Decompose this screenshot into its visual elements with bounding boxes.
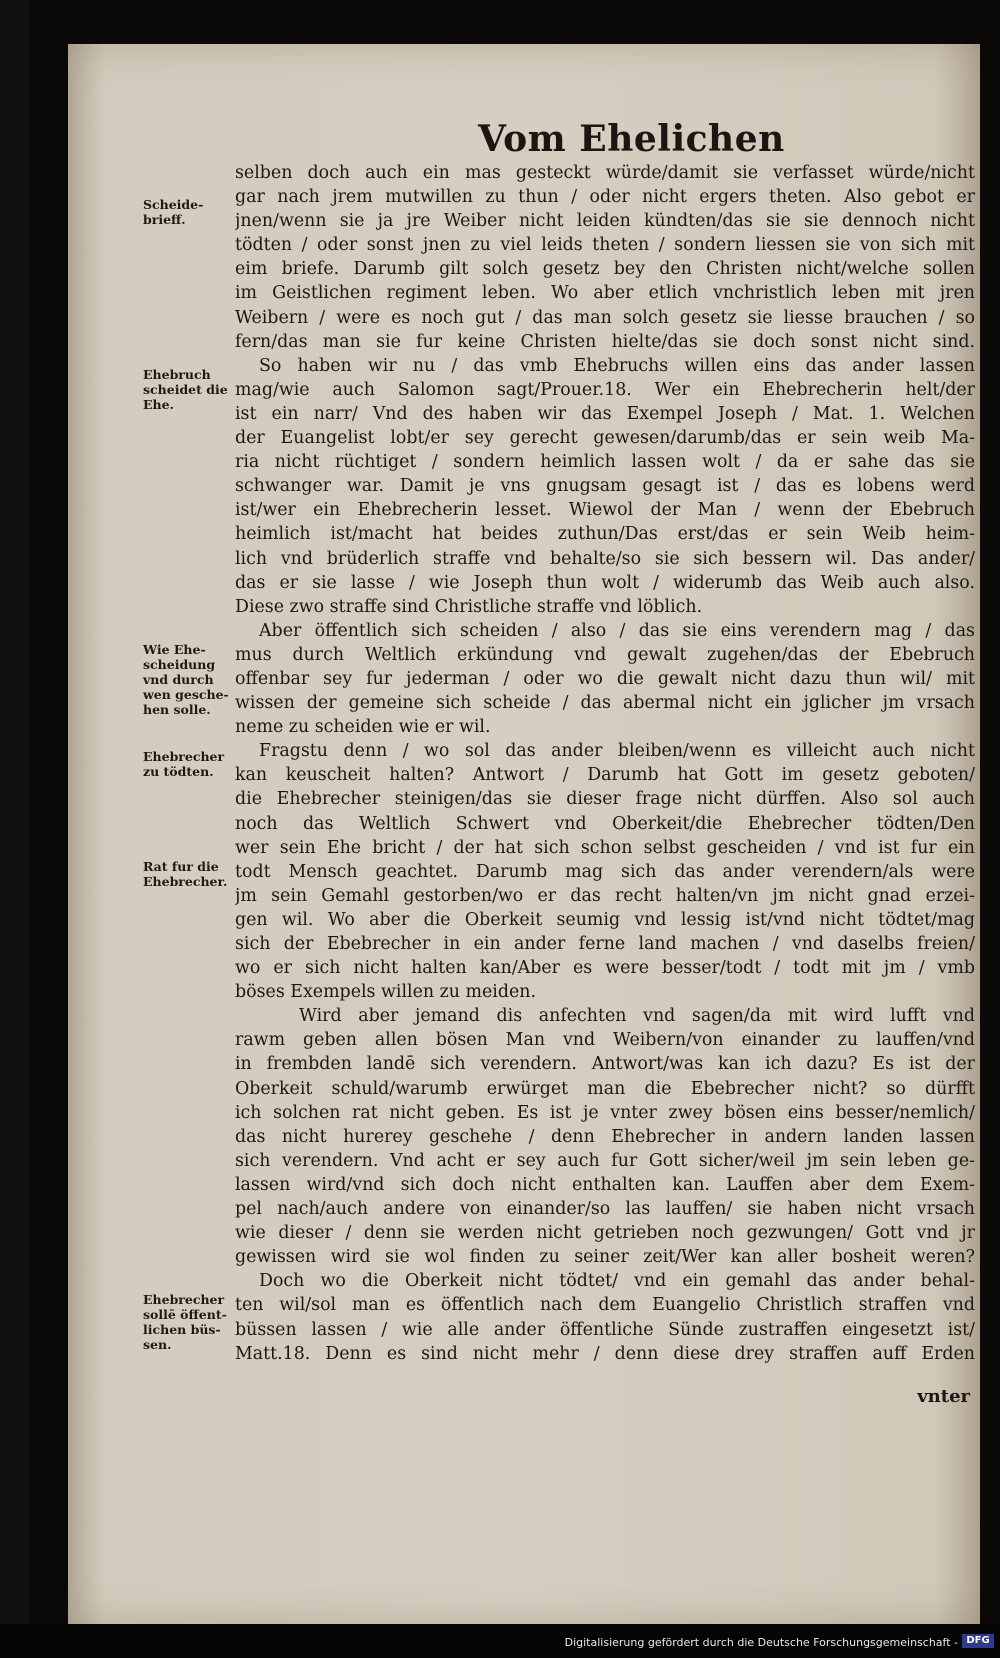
text-line: kan keuscheit halten? Antwort / Darumb hat Gott im gesetz geboten/	[235, 765, 975, 786]
margin-note: Wie Ehe-scheidung vnd durch wen gesche-hen solle.	[143, 642, 229, 717]
dfg-logo: DFG	[962, 1634, 994, 1648]
text-line: die Ehebrecher steinigen/das sie dieser frage nicht dürffen. Also sol auch	[235, 789, 975, 810]
text-line: ria nicht rüchtiget / sondern heimlich lassen wolt / da er sahe das sie	[235, 452, 975, 473]
text-line: Diese zwo straffe sind Christliche straffe vnd löblich.	[235, 596, 703, 617]
text-line: gen wil. Wo aber die Oberkeit seumig vnd lessig ist/vnd nicht tödtet/mag	[235, 909, 975, 930]
text-line: gar nach jrem mutwillen zu thun / oder nicht ergers theten. Also gebot er	[235, 187, 975, 208]
text-line: wer sein Ehe bricht / der hat sich schon selbst gescheiden / vnd ist fur ein	[235, 837, 975, 858]
text-line: eim briefe. Darumb gilt solch gesetz bey den Christen nicht/welche sollen	[235, 259, 975, 280]
footer-credit: Digitalisierung gefördert durch die Deutsche Forschungsgemeinschaft -	[564, 1636, 958, 1649]
page-body-text	[235, 161, 975, 1366]
text-line: selben doch auch ein mas gesteckt würde/damit sie verfasset würde/nicht	[235, 163, 975, 183]
text-line: im Geistlichen regiment leben. Wo aber etlich vnchristlich leben mit jren	[235, 283, 975, 304]
text-line: ich solchen rat nicht geben. Es ist je vnter zwey bösen eins besser/nemlich/	[235, 1102, 975, 1123]
text-line: wo er sich nicht halten kan/Aber es were besser/todt / todt mit jm / vmb	[235, 958, 975, 979]
text-line: Matt.18. Denn es sind nicht mehr / denn diese drey straffen auff Erden	[235, 1343, 975, 1364]
margin-note: Rat fur die Ehebrecher.	[143, 859, 228, 889]
text-line: lich vnd brüderlich straffe vnd behalte/so sie sich bessern wil. Das ander/	[235, 548, 975, 569]
text-line: lassen wird/vnd sich doch nicht enthalten kan. Lauffen aber dem Exem-	[235, 1174, 975, 1195]
text-line: in frembden landē sich verendern. Antwort/was kan ich dazu? Es ist der	[235, 1054, 975, 1075]
text-line: böses Exempels willen zu meiden.	[235, 982, 536, 1003]
digitization-footer	[0, 1624, 1000, 1658]
catchword: vnter	[917, 1386, 970, 1407]
text-line: ist/wer ein Ehebrecherin lesset. Wiewol der Man / wenn der Ebebruch	[235, 500, 975, 521]
text-line: gewissen wird sie wol finden zu seiner zeit/Wer kan aller bosheit weren?	[235, 1247, 975, 1268]
scan-left-edge	[0, 0, 30, 1624]
text-line: ist ein narr/ Vnd des haben wir das Exempel Joseph / Mat. 1. Welchen	[235, 403, 975, 424]
text-line: heimlich ist/macht hat beides zuthun/Das erst/das er sein Weib heim-	[235, 524, 975, 545]
text-line: sich der Ebebrecher in ein ander ferne land machen / vnd daselbs freien/	[235, 934, 975, 954]
text-line: offenbar sey fur jederman / oder wo die gewalt nicht dazu thun wil/ mit	[235, 668, 975, 689]
margin-note: Scheide-brieff.	[143, 197, 204, 227]
text-line: So haben wir nu / das vmb Ehebruchs willen eins das ander lassen	[259, 355, 975, 376]
margin-note: Ehebrecher sollē öffent-lichen büs-sen.	[143, 1292, 227, 1352]
text-line: mus durch Weltlich erkündung vnd gewalt zugehen/das der Ebebruch	[235, 644, 975, 665]
text-line: neme zu scheiden wie er wil.	[235, 717, 491, 738]
text-line: büssen lassen / wie alle ander öffentliche Sünde zustraffen eingesetzt ist/	[235, 1319, 975, 1340]
text-line: sich verendern. Vnd acht er sey auch fur Gott sicher/weil jm sein leben ge-	[235, 1150, 975, 1171]
text-line: Weibern / were es noch gut / das man solch gesetz sie liesse brauchen / so	[235, 307, 975, 328]
text-line: Fragstu denn / wo sol das ander bleiben/wenn es villeicht auch nicht	[259, 741, 975, 762]
text-line: jnen/wenn sie ja jre Weiber nicht leiden kündten/das sie sie dennoch nicht	[235, 211, 975, 232]
text-line: ten wil/sol man es öffentlich nach dem Euangelio Christlich straffen vnd	[235, 1295, 975, 1316]
text-line: Oberkeit schuld/warumb erwürget man die Ebebrecher nicht? so dürfft	[235, 1078, 975, 1099]
text-line: der Euangelist lobt/er sey gerecht gewesen/darumb/das er sein weib Ma-	[235, 428, 975, 449]
text-line: jm sein Gemahl gestorben/wo er das recht halten/vn jm nicht gnad erzei-	[235, 885, 975, 906]
text-line: noch das Weltlich Schwert vnd Oberkeit/die Ehebrecher tödten/Den	[235, 813, 975, 834]
text-line: fern/das man sie fur keine Christen hielte/das sie doch sonst nicht sind.	[235, 331, 975, 352]
text-line: wissen der gemeine sich scheide / das abermal nicht ein jglicher jm vrsach	[235, 693, 975, 714]
margin-note: Ehebruch scheidet die Ehe.	[143, 367, 228, 412]
running-header: Vom Ehelichen	[478, 118, 785, 160]
margin-note: Ehebrecher zu tödten.	[143, 749, 225, 779]
text-line: Doch wo die Oberkeit nicht tödtet/ vnd ein gemahl das ander behal-	[259, 1271, 975, 1292]
text-line: Wird aber jemand dis anfechten vnd sagen/da mit wird lufft vnd	[299, 1006, 975, 1027]
text-line: das nicht hurerey geschehe / denn Ehebrecher in andern landen lassen	[235, 1126, 975, 1147]
text-line: rawm geben allen bösen Man vnd Weibern/von einander zu lauffen/vnd	[235, 1030, 975, 1051]
text-line: das er sie lasse / wie Joseph thun wolt / widerumb das Weib auch also.	[235, 572, 975, 593]
text-line: wie dieser / denn sie werden nicht getrieben noch gezwungen/ Gott vnd jr	[235, 1223, 975, 1244]
text-line: schwanger war. Damit je vns gnugsam gesagt ist / das es lobens werd	[235, 476, 975, 497]
text-line: pel nach/auch andere von einander/so las lauffen/ sie haben nicht vrsach	[235, 1199, 975, 1220]
text-line: mag/wie auch Salomon sagt/Prouer.18. Wer ein Ehebrecherin helt/der	[235, 379, 975, 400]
text-line: tödten / oder sonst jnen zu viel leids theten / sondern liessen sie von sich mit	[235, 235, 975, 256]
text-line: todt Mensch geachtet. Darumb mag sich das ander verendern/als were	[235, 861, 975, 882]
text-line: Aber öffentlich sich scheiden / also / das sie eins verendern mag / das	[259, 620, 975, 641]
